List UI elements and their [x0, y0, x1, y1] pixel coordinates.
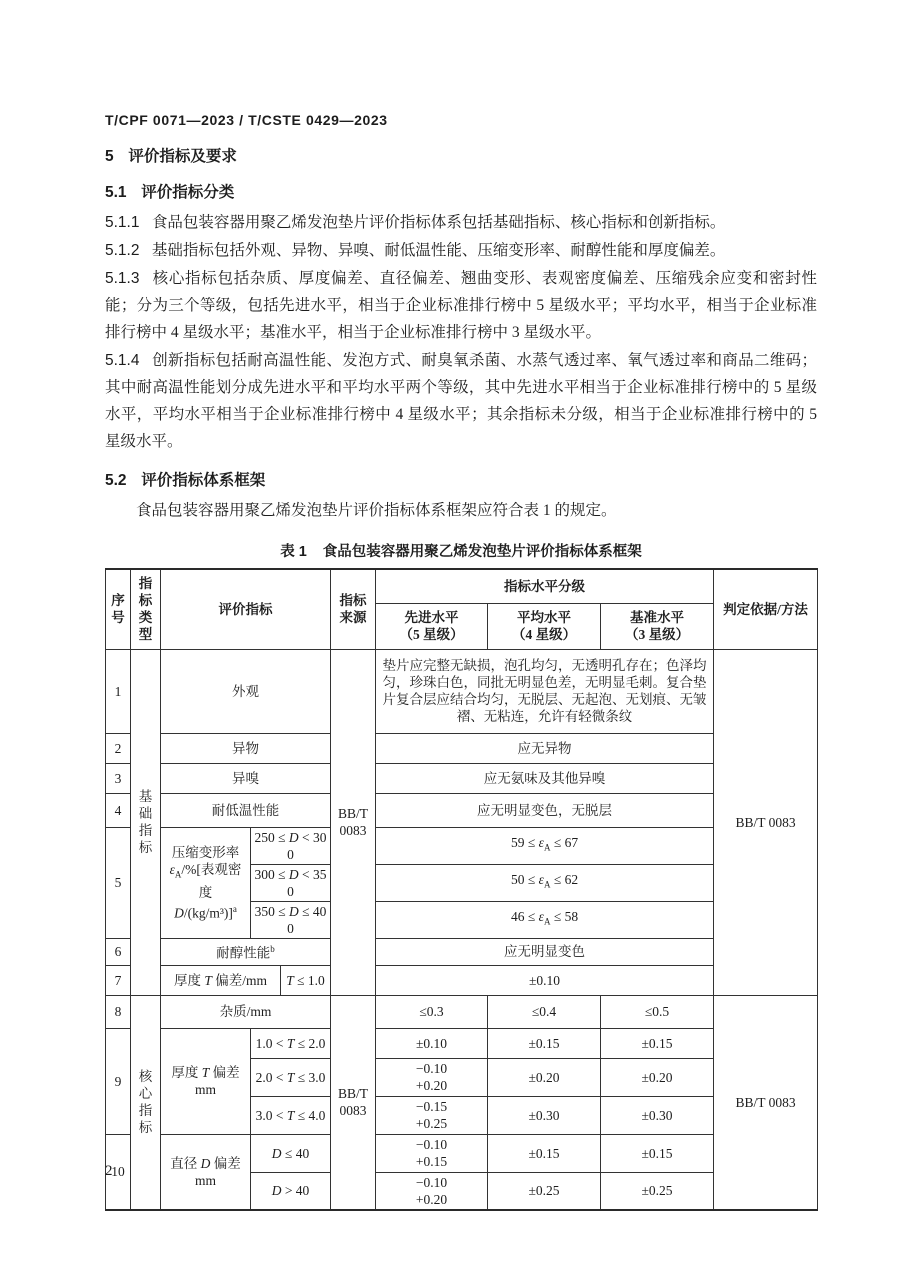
seq-cell: 4: [106, 793, 131, 827]
source-cell-core: BB/T 0083: [331, 995, 376, 1210]
condition-cell: 350 ≤ D ≤ 400: [251, 901, 331, 938]
basis-cell-basic: BB/T 0083: [714, 649, 818, 995]
page-content: [105, 112, 817, 1211]
indicator-name: 直径 D 偏差: [170, 1155, 241, 1171]
value-cell: ±0.30: [488, 1096, 601, 1134]
value-cell: ±0.15: [488, 1028, 601, 1058]
value-cell: ≤0.4: [488, 995, 601, 1028]
value-cell: 应无明显变色，无脱层: [376, 793, 714, 827]
value-cell: ≤0.3: [376, 995, 488, 1028]
condition-cell: 250 ≤ D < 300: [251, 827, 331, 864]
value-cell: ±0.30: [601, 1096, 714, 1134]
section-title: 评价指标及要求: [128, 148, 237, 165]
header-seq: [106, 569, 131, 649]
indicator-unit: mm: [194, 1172, 216, 1188]
standard-number-header: T/CPF 0071—2023 / T/CSTE 0429—2023: [105, 112, 388, 128]
indicator-unit: mm: [194, 1082, 216, 1097]
indicator-cell: [161, 1028, 251, 1134]
seq-cell: 3: [106, 763, 131, 793]
table-row-8: [106, 995, 818, 1028]
seq-cell: 8: [106, 995, 131, 1028]
indicator-cell: [161, 1134, 251, 1210]
indicator-cell: 异物: [161, 733, 331, 763]
source-cell-basic: BB/T 0083: [331, 649, 376, 995]
section-heading-5-1: [105, 182, 817, 203]
condition-cell: D ≤ 40: [251, 1134, 331, 1172]
value-cell: −0.15 +0.25: [376, 1096, 488, 1134]
header-text: 平均水平: [517, 610, 572, 625]
seq-cell: 5: [106, 827, 131, 938]
clause-text: 基础指标包括外观、异物、异嗅、耐低温性能、压缩变形率、耐醇性能和厚度偏差。: [151, 242, 726, 259]
header-source: [331, 569, 376, 649]
condition-cell: 3.0 < T ≤ 4.0: [251, 1096, 331, 1134]
indicator-cell: 外观: [161, 649, 331, 733]
indicator-cell: 耐低温性能: [161, 793, 331, 827]
clause-number: 5.1.3: [105, 270, 140, 287]
header-text: 指标: [339, 593, 367, 609]
header-level-baseline: [601, 603, 714, 649]
header-text: （3 星级）: [624, 627, 690, 642]
value-cell: ±0.15: [601, 1134, 714, 1172]
header-text: 类型: [138, 610, 153, 643]
seq-cell: 9: [106, 1028, 131, 1134]
header-text: 来源: [339, 610, 367, 626]
table-caption-title: 食品包装容器用聚乙烯发泡垫片评价指标体系框架: [322, 544, 642, 560]
clause-text: 食品包装容器用聚乙烯发泡垫片评价指标体系框架应符合表 1 的规定。: [136, 502, 617, 519]
value-cell: ±0.20: [601, 1058, 714, 1096]
table-row-1: [106, 649, 818, 733]
section-heading-5: [105, 146, 817, 167]
value-cell: ±0.15: [488, 1134, 601, 1172]
indicator-framework-table: [105, 568, 818, 1211]
value-cell: ±0.15: [601, 1028, 714, 1058]
section-heading-5-2: [105, 470, 817, 491]
condition-cell: 2.0 < T ≤ 3.0: [251, 1058, 331, 1096]
paragraph-5-1-2: [105, 237, 817, 264]
clause-text: 创新指标包括耐高温性能、发泡方式、耐臭氧杀菌、水蒸气透过率、氧气透过率和商品二维码；其中耐高温性能划分成先进水平和平均水平两个等级，其中先进水平相当于企业标准排行榜中的 5 星级水平，平均水平相当于企业标准排行榜中 4 星级水平；其余指标未分级，相当于企业标准排行榜中的 5 星级水平。: [105, 352, 817, 450]
header-level-advanced: [376, 603, 488, 649]
table-row-5a: [106, 827, 818, 864]
section-title: 评价指标分类: [141, 184, 235, 201]
clause-text: 食品包装容器用聚乙烯发泡垫片评价指标体系包括基础指标、核心指标和创新指标。: [151, 214, 726, 231]
indicator-cell: 杂质/mm: [161, 995, 331, 1028]
header-text: 指标: [138, 576, 153, 609]
table-row-3: [106, 763, 818, 793]
value-cell: $50 \le \varepsilon_A \le 62$: [376, 864, 714, 901]
clause-number: 5.1.1: [105, 214, 140, 231]
indicator-cell: 厚度 T 偏差/mm: [161, 965, 281, 995]
paragraph-5-1-1: [105, 209, 817, 236]
seq-cell: 2: [106, 733, 131, 763]
header-text: 判定依据/方法: [723, 601, 808, 617]
value-cell: ±0.25: [601, 1172, 714, 1210]
header-text: 序: [111, 593, 125, 609]
table-row-9a: [106, 1028, 818, 1058]
value-cell: −0.10 +0.15: [376, 1134, 488, 1172]
condition-cell: 300 ≤ D < 350: [251, 864, 331, 901]
table-row-6: [106, 938, 818, 965]
section-number: 5.1: [105, 184, 127, 201]
type-cell-basic: 基础 指标: [131, 649, 161, 995]
basis-cell-core: BB/T 0083: [714, 995, 818, 1210]
value-cell: 垫片应完整无缺损，泡孔均匀，无透明孔存在；色泽均匀，珍珠白色，同批无明显色差，无明显毛刺。复合垫片复合层应结合均匀，无脱层、无起泡、无划痕、无皱褶、无粘连，允许有轻微条纹: [376, 649, 714, 733]
clause-number: 5.1.4: [105, 352, 140, 369]
seq-cell: 1: [106, 649, 131, 733]
header-text: 基准水平: [630, 610, 685, 625]
type-cell-core: 核心 指标: [131, 995, 161, 1210]
indicator-cell: [161, 827, 251, 938]
page-number: 2: [105, 1163, 113, 1179]
value-cell: $46 \le \varepsilon_A \le 58$: [376, 901, 714, 938]
clause-text: 核心指标包括杂质、厚度偏差、直径偏差、翘曲变形、表观密度偏差、压缩残余应变和密封性能；分为三个等级，包括先进水平，相当于企业标准排行榜中 5 星级水平；平均水平，相当于企业标准排行榜中 4 星级水平；基准水平，相当于企业标准排行榜中 3 星级水平。: [105, 270, 817, 341]
header-indicator: [161, 569, 331, 649]
value-cell: 应无氨味及其他异嗅: [376, 763, 714, 793]
indicator-formula: $\varepsilon_A/\%$[表观密度: [169, 861, 242, 900]
header-grading: [376, 569, 714, 603]
section-number: 5: [105, 148, 114, 165]
header-basis: [714, 569, 818, 649]
section-title: 评价指标体系框架: [141, 472, 266, 489]
value-cell: −0.10 +0.20: [376, 1172, 488, 1210]
table-header-row-1: [106, 569, 818, 603]
value-cell: $59 \le \varepsilon_A \le 67$: [376, 827, 714, 864]
table-row-10a: [106, 1134, 818, 1172]
value-cell: ±0.20: [488, 1058, 601, 1096]
value-cell: ±0.10: [376, 1028, 488, 1058]
header-text: （4 星级）: [511, 627, 577, 642]
clause-number: 5.1.2: [105, 242, 140, 259]
seq-cell: 7: [106, 965, 131, 995]
paragraph-5-1-4: [105, 347, 817, 455]
header-text: 指标水平分级: [504, 578, 586, 594]
paragraph-5-2: [105, 497, 817, 524]
indicator-cell: 异嗅: [161, 763, 331, 793]
seq-cell: 6: [106, 938, 131, 965]
header-text: 先进水平: [404, 610, 459, 625]
value-cell: ±0.10: [376, 965, 714, 995]
header-text: （5 星级）: [399, 627, 464, 642]
value-cell: ±0.25: [488, 1172, 601, 1210]
value-cell: ≤0.5: [601, 995, 714, 1028]
value-cell: −0.10 +0.20: [376, 1058, 488, 1096]
value-cell: 应无明显变色: [376, 938, 714, 965]
paragraph-5-1-3: [105, 265, 817, 346]
indicator-name: 厚度 T 偏差: [171, 1065, 240, 1080]
seq-cell: 10: [106, 1134, 131, 1210]
indicator-name: 压缩变形率: [171, 844, 240, 860]
header-type: [131, 569, 161, 649]
section-number: 5.2: [105, 472, 127, 489]
indicator-formula: D/(kg/m³)]$^a$: [174, 903, 237, 921]
header-text: 号: [111, 610, 125, 626]
header-level-average: [488, 603, 601, 649]
table-caption-label: 表 1: [280, 544, 307, 560]
indicator-cell: 耐醇性能$^b$: [161, 938, 331, 965]
table-row-2: [106, 733, 818, 763]
table-row-4: [106, 793, 818, 827]
table-caption: [105, 540, 817, 561]
table-row-7: [106, 965, 818, 995]
value-cell: 应无异物: [376, 733, 714, 763]
condition-cell: D > 40: [251, 1172, 331, 1210]
header-text: 评价指标: [218, 601, 273, 617]
condition-cell: T ≤ 1.0: [281, 965, 331, 995]
condition-cell: 1.0 < T ≤ 2.0: [251, 1028, 331, 1058]
